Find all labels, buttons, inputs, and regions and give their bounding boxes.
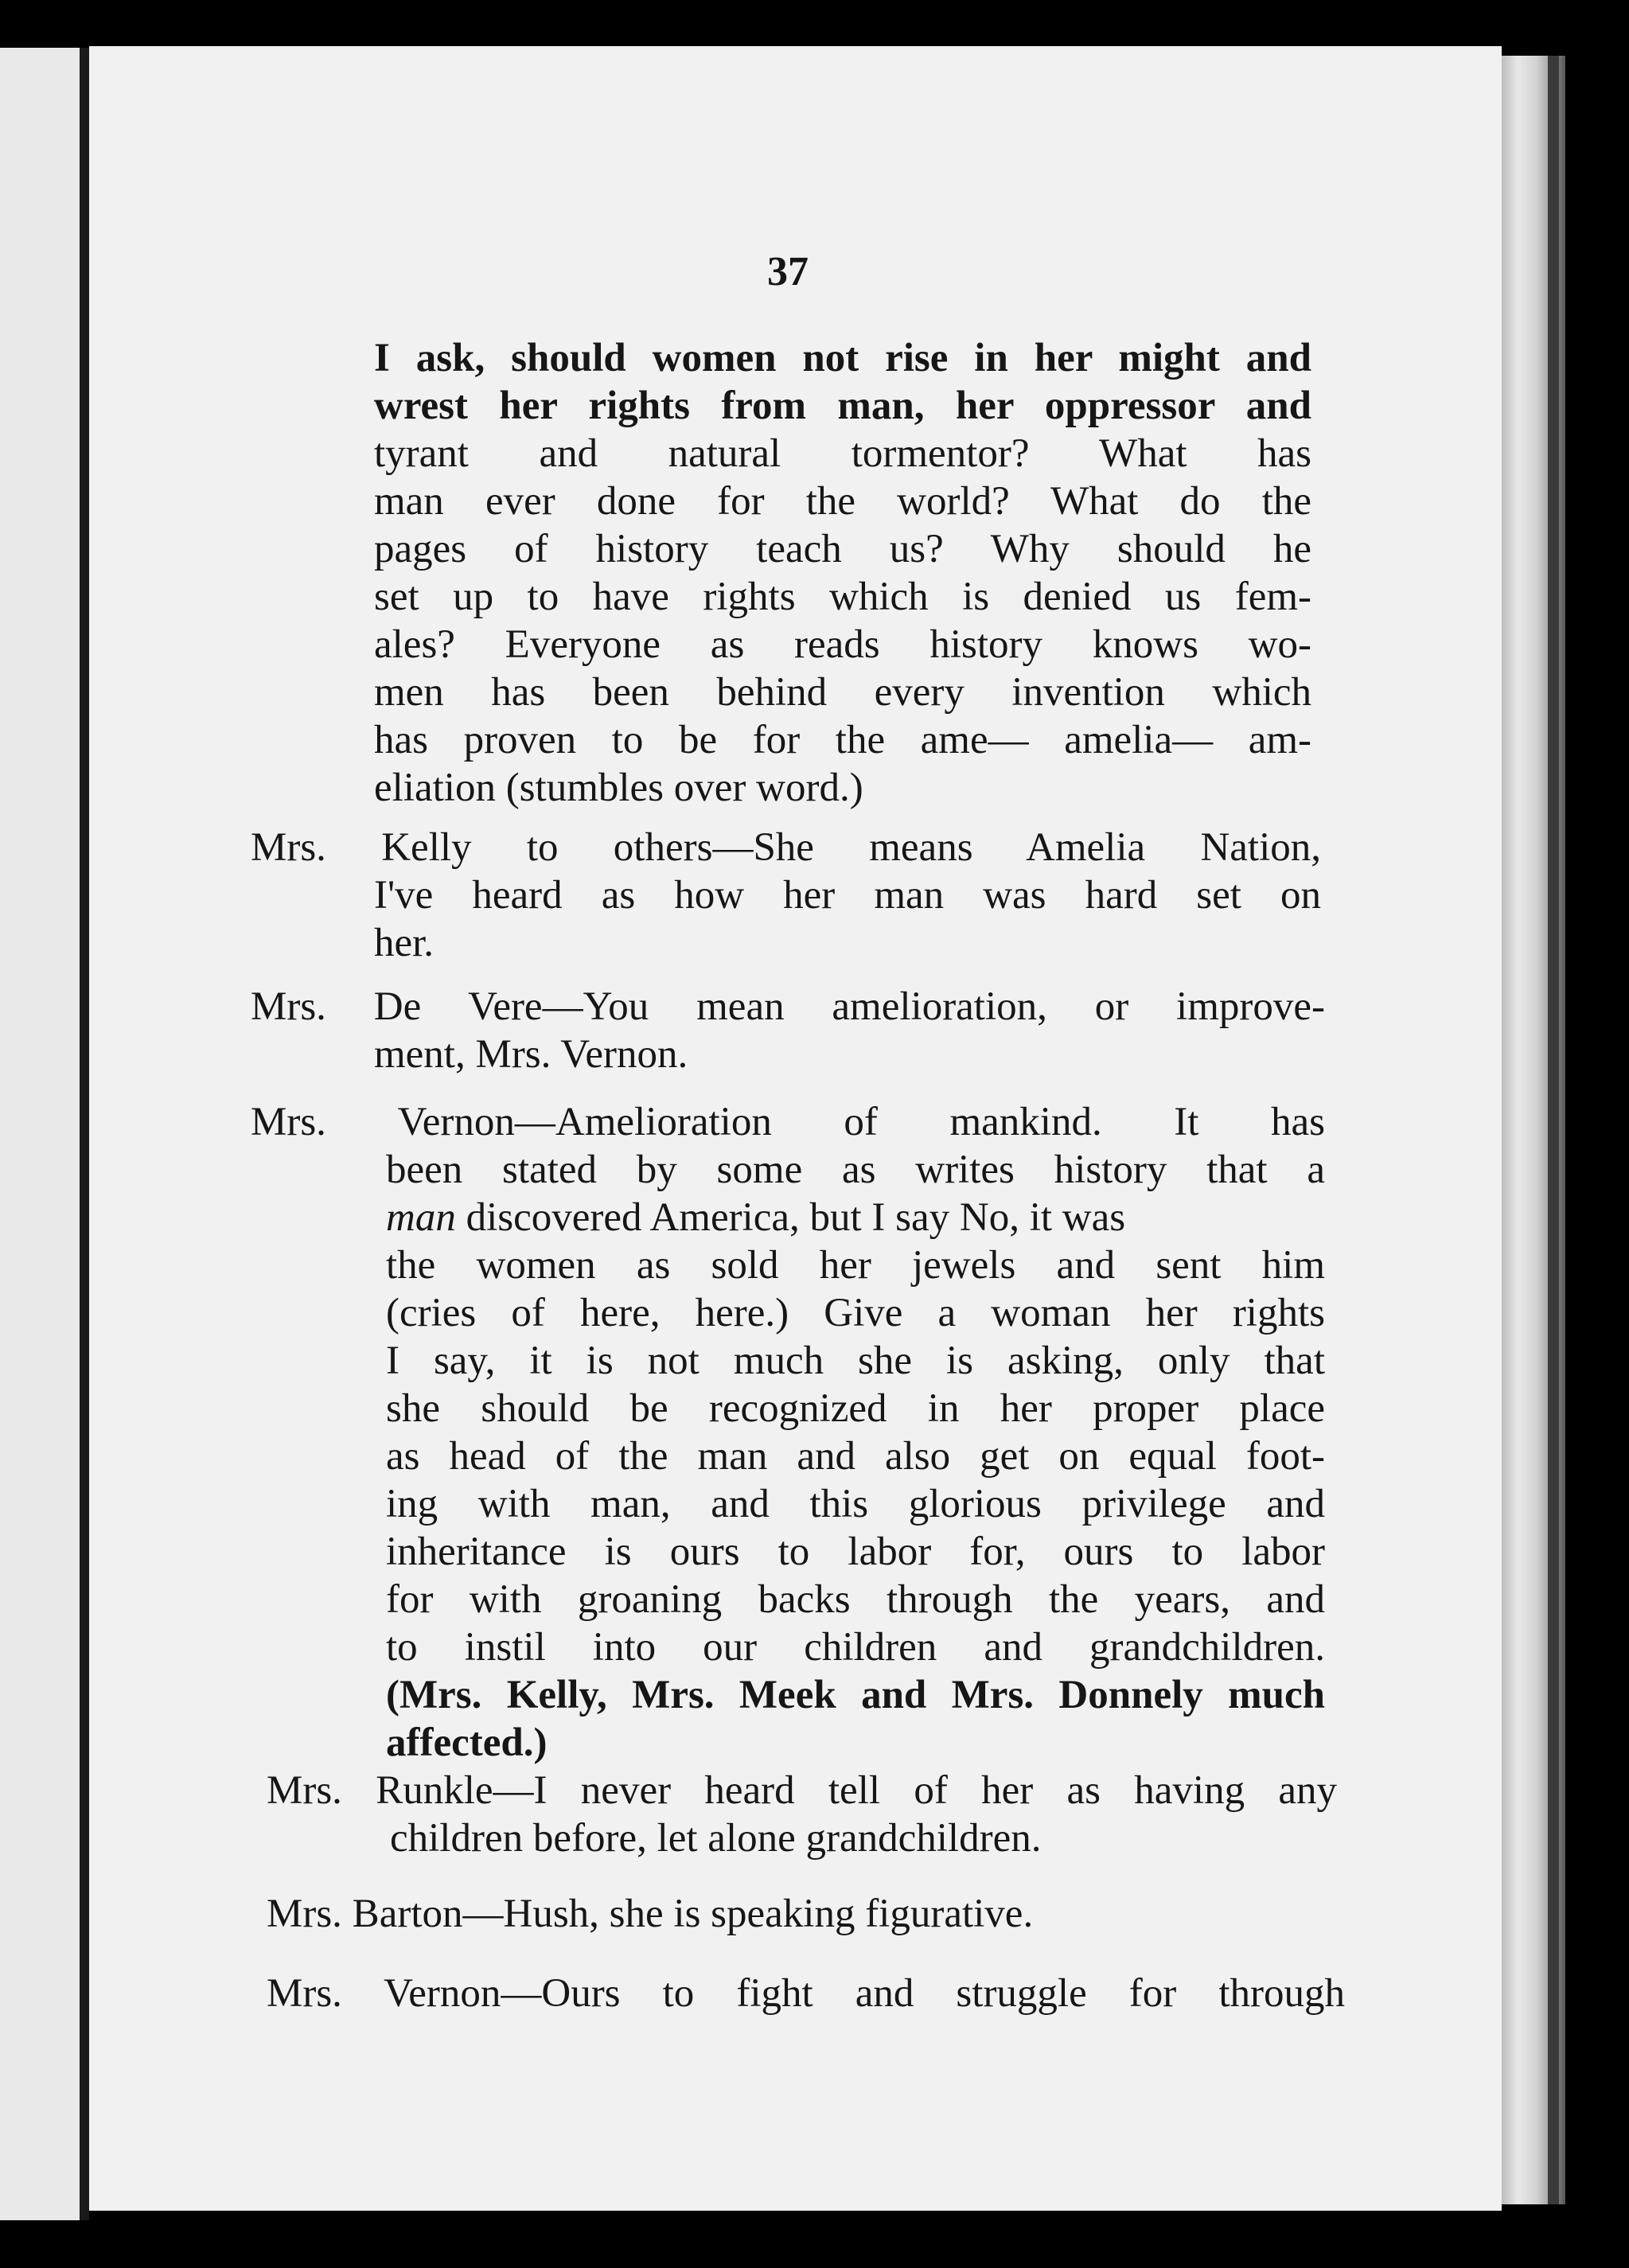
speaker-line: Mrs. Runkle—I never heard tell of her as having any [267,1768,1337,1813]
text-line: man discovered America, but I say No, it was [386,1195,1126,1240]
text-line: I've heard as how her man was hard set on [374,873,1321,918]
text-line: the women as sold her jewels and sent him [386,1243,1325,1288]
text-line: man ever done for the world? What do the [374,479,1311,524]
speaker-line: Mrs. Barton—Hush, she is speaking figurative. [267,1892,1034,1936]
text-line: to instil into our children and grandchildren. [386,1625,1325,1670]
text-line: for with groaning backs through the years, and [386,1577,1325,1622]
page-number: 37 [767,249,809,294]
text-line: ing with man, and this glorious privilege and [386,1482,1325,1526]
text-line: wrest her rights from man, her oppressor and [374,384,1311,428]
text-line: has proven to be for the ame— amelia— am- [374,718,1311,762]
text-line: as head of the man and also get on equal foot- [386,1434,1325,1479]
text-line: tyrant and natural tormentor? What has [374,431,1311,476]
text-line: her. [374,921,435,965]
text-line: children before, let alone grandchildren. [390,1816,1042,1861]
text-line: set up to have rights which is denied us fem- [374,575,1311,619]
speaker-line: Mrs. Vernon—Amelioration of mankind. It has [251,1100,1325,1144]
text-line: ment, Mrs. Vernon. [374,1032,688,1077]
text-line: men has been behind every invention which [374,670,1311,715]
emphasis-word: man [386,1195,456,1240]
text-line: I say, it is not much she is asking, only that [386,1339,1325,1383]
text-line: I ask, should women not rise in her might and [374,336,1311,380]
speaker-line: Mrs. De Vere—You mean amelioration, or improve- [251,984,1325,1029]
text-line: affected.) [386,1720,548,1765]
text-line: she should be recognized in her proper place [386,1386,1325,1431]
text-line: been stated by some as writes history that a [386,1148,1325,1192]
text-line: eliation (stumbles over word.) [374,766,863,810]
speaker-line: Mrs. Kelly to others—She means Amelia Nation, [251,825,1321,870]
text-line: pages of history teach us? Why should he [374,527,1311,571]
speaker-line: Mrs. Vernon—Ours to fight and struggle for through [267,1971,1345,2016]
text-line: inheritance is ours to labor for, ours to labor [386,1530,1325,1574]
text-line: (cries of here, here.) Give a woman her rights [386,1291,1325,1335]
text-line: (Mrs. Kelly, Mrs. Meek and Mrs. Donnely much [386,1673,1325,1717]
text-line: ales? Everyone as reads history knows wo- [374,622,1311,667]
